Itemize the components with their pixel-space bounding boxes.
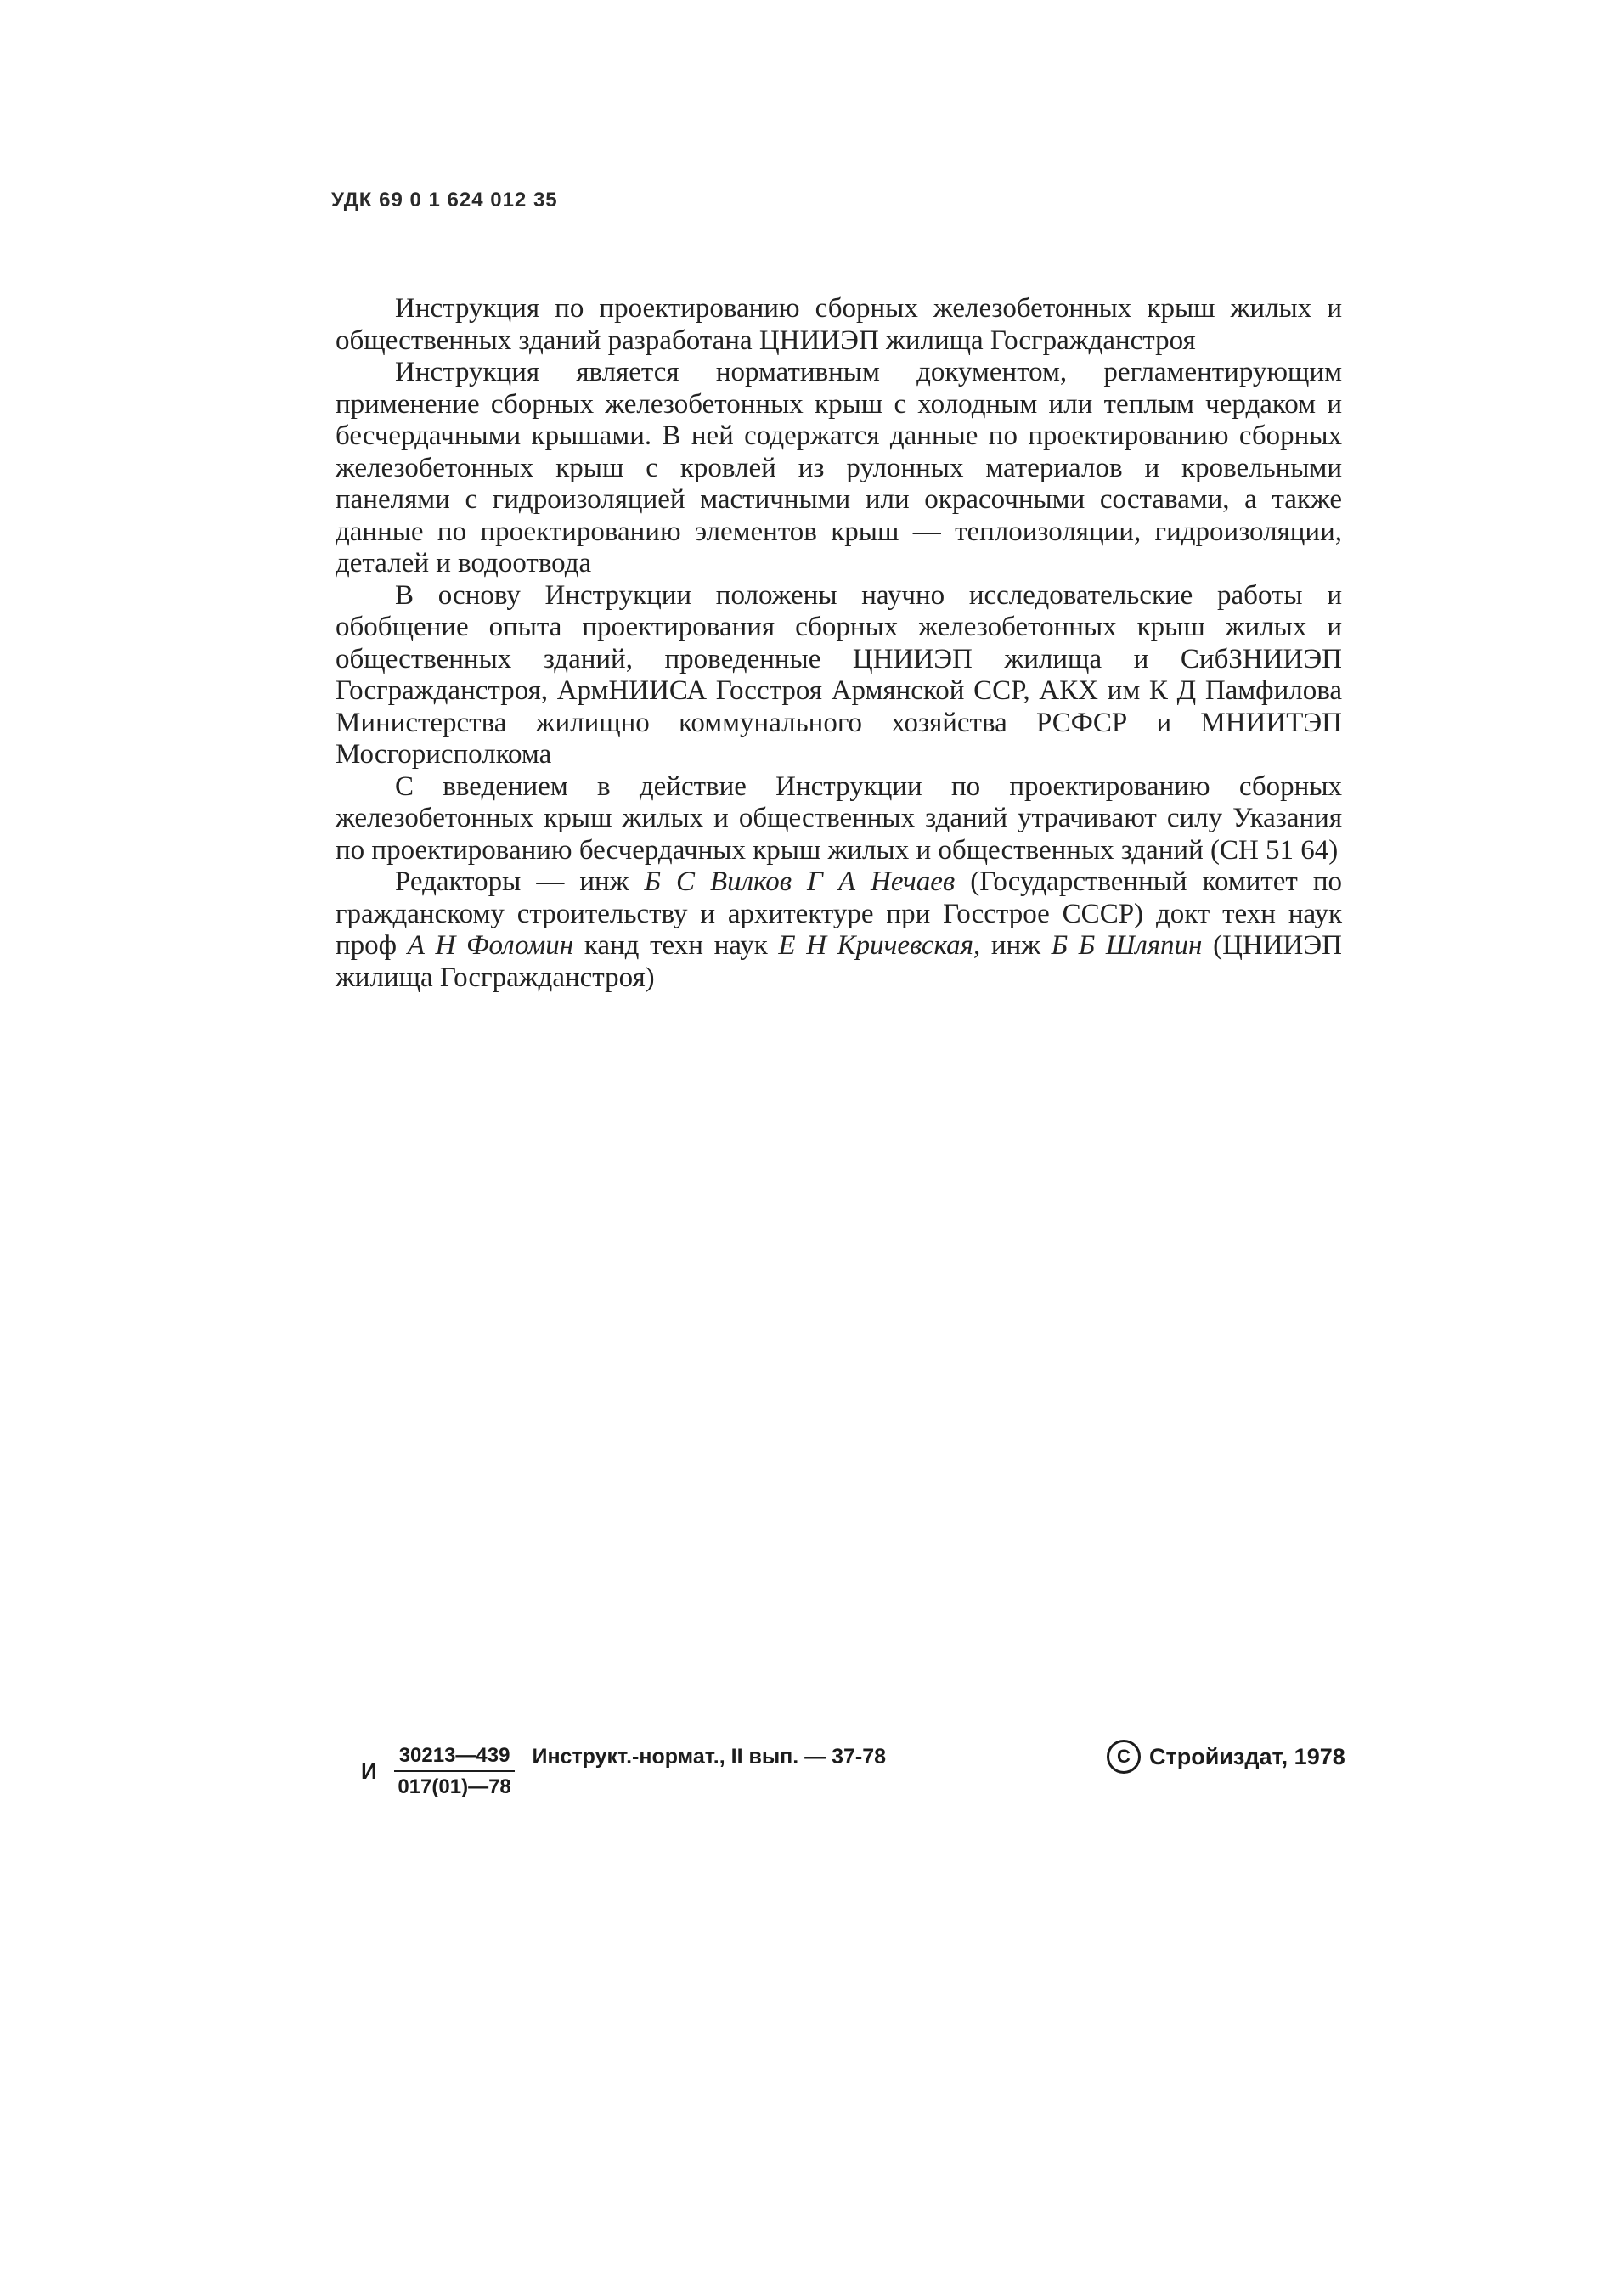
paragraph-sources: В основу Инструкции положены научно исследовательские работы и обобщение опыта проектирования сборных железобетонных крыш жилых и общественных зданий, проведенные ЦНИИЭП жилища и СибЗНИИЭП Госгражданстроя, АрмНИИСА Госстроя Армянской ССР, АКХ им К Д Памфилова Министерства жилищно коммунального хозяйства РСФСР и МНИИТЭП Мосгорисполкома [336, 579, 1342, 770]
editor-name: Е Н Кричевская, [778, 930, 981, 961]
editor-name: Б Б Шляпин [1051, 930, 1203, 961]
editor-name: Б С Вилков [644, 866, 792, 897]
imprint-fraction [394, 1744, 516, 1799]
imprint-numerator: 30213—439 [394, 1744, 516, 1772]
editor-name: А Н Фоломин [407, 930, 574, 961]
paragraph-authorship: Инструкция по проектированию сборных железобетонных крыш жилых и общественных зданий разработана ЦНИИЭП жилища Госгражданстроя [336, 293, 1342, 356]
publisher-copyright [1107, 1740, 1345, 1774]
editors-organization: (Государственный комитет по гражданскому строительству и архитектуре при Госстрое СССР) докт техн наук проф [336, 866, 1343, 961]
editor-name: Г А Нечаев [807, 866, 956, 897]
imprint-series: Инструкт.-нормат., II вып. — 37-78 [532, 1745, 887, 1769]
paragraph-purpose: Инструкция является нормативным документом, регламентирующим применение сборных железобетонных крыш с холодным или теплым чердаком и бесчердачными крышами. В ней содержатся данные по проектированию сборных железобетонных крыш с кровлей из рулонных материалов и кровельными панелями с гидроизоляцией мастичными или окрасочными составами, а также данные по проектированию элементов крыш — теплоизоляции, гидроизоляции, деталей и водоотвода [336, 357, 1342, 578]
annotation-text [336, 293, 1342, 994]
editors-organization: (ЦНИИЭП жилища Госгражданстроя) [336, 930, 1343, 993]
udk-code: УДК 69 0 1 624 012 35 [331, 189, 558, 212]
imprint-denominator: 017(01)—78 [398, 1775, 511, 1798]
paragraph-editors [336, 866, 1342, 994]
publisher-name: Стройиздат, 1978 [1149, 1743, 1345, 1769]
editors-prefix: Редакторы — инж [395, 866, 629, 897]
publication-imprint [361, 1744, 886, 1799]
imprint-letter: И [361, 1758, 377, 1784]
editors-degree: канд техн наук [584, 930, 768, 961]
paragraph-supersedes: С введением в действие Инструкции по проектированию сборных железобетонных крыш жилых и общественных зданий утрачивают силу Указания по проектированию бесчердачных крыш жилых и общественных зданий (СН 51 64) [336, 770, 1342, 866]
editors-title: инж [990, 930, 1041, 961]
copyright-icon: C [1107, 1740, 1141, 1774]
